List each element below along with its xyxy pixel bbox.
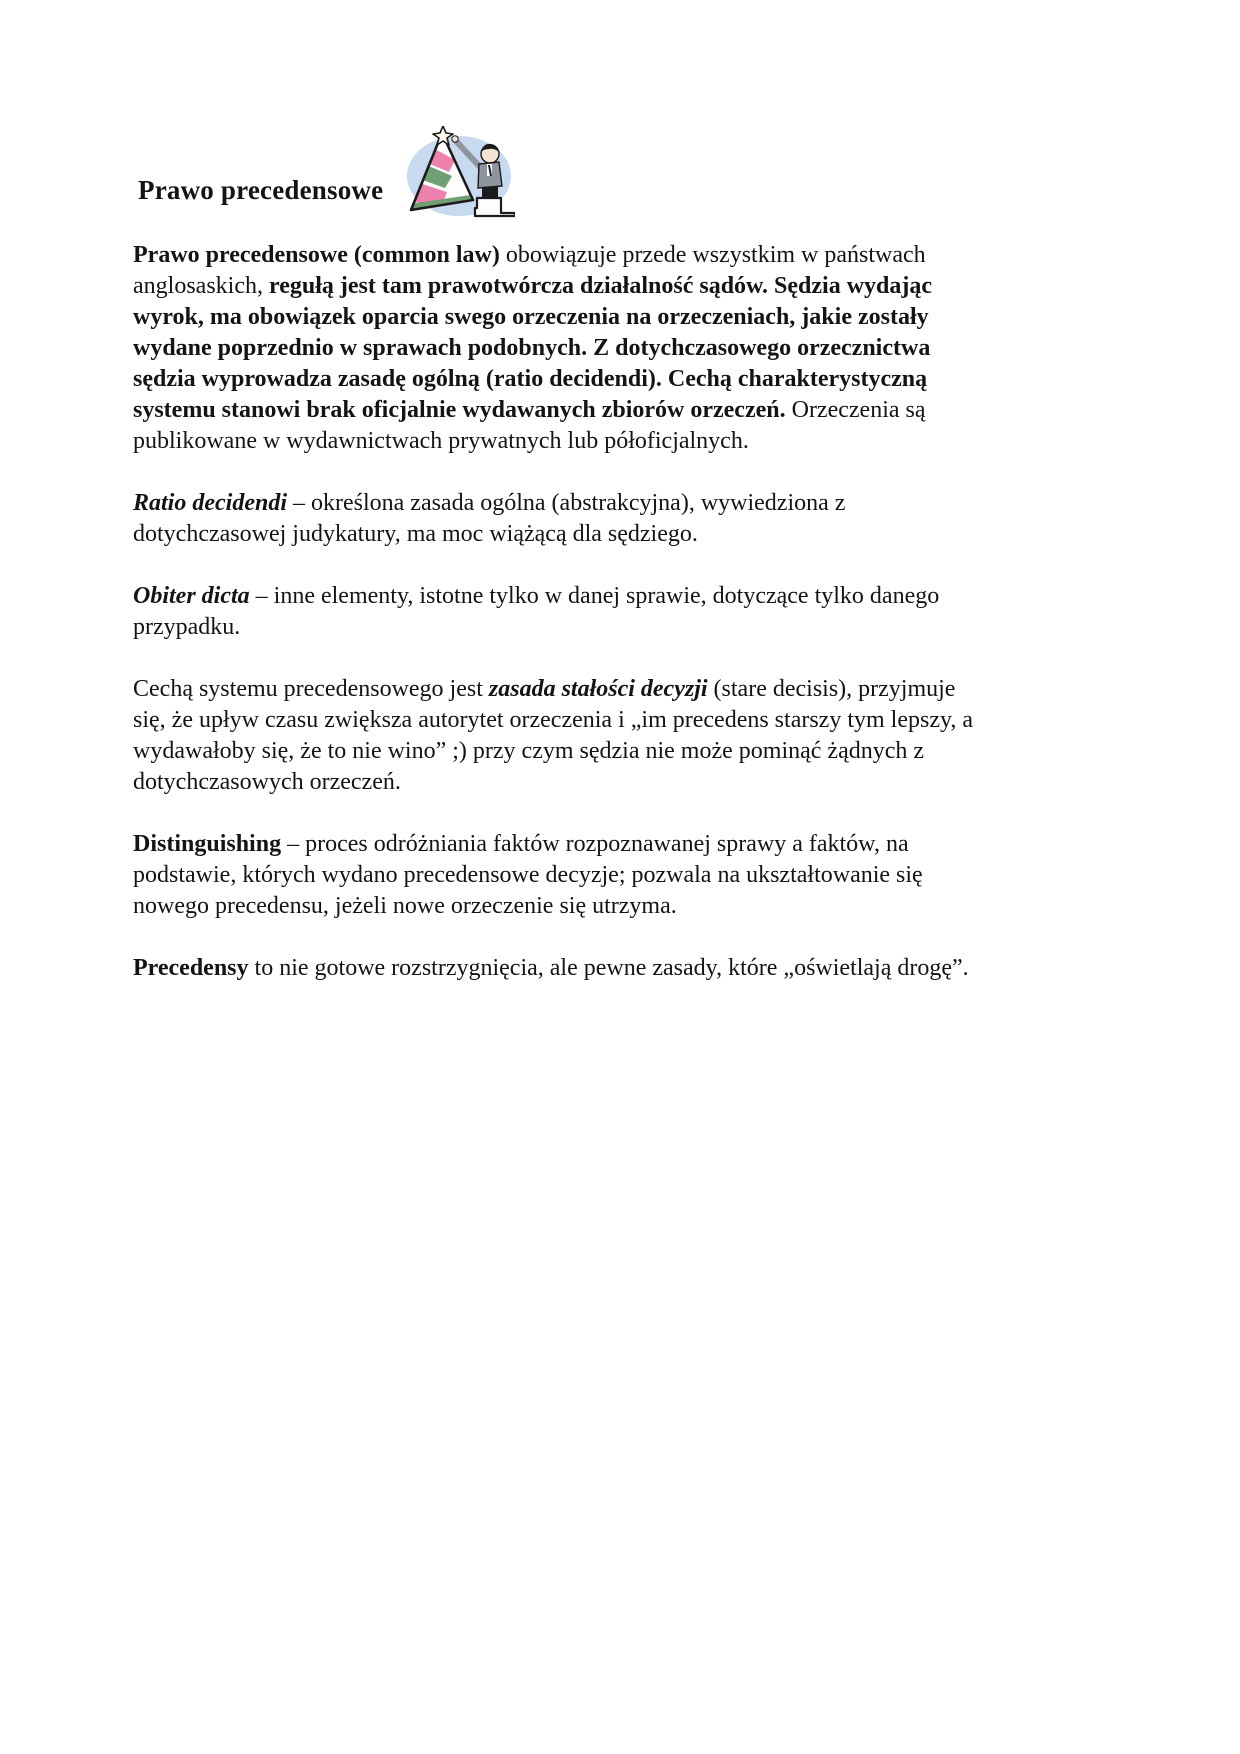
text-segment: regułą jest tam prawotwórcza działalność sądów. Sędzia wydając wyrok, ma obowiązek oparcia swego orzeczenia na orzeczeniach, jakie zostały wydane poprzednio w sprawach podobnych. Z dotychczasowego orzecznictwa sędzia wyprowadza zasadę ogólną (ratio decidendi). Cechą charakterystyczną systemu stanowi brak oficjalnie wydawanych zbiorów orzeczeń. — [133, 273, 933, 423]
text-segment: – określona zasada ogólna (abstrakcyjna), wywiedziona z dotychczasowej judykatury, ma moc wiążącą dla sędziego. — [133, 490, 846, 547]
text-segment: – inne elementy, istotne tylko w danej sprawie, dotyczące tylko danego przypadku. — [133, 583, 940, 640]
text-segment: Ratio decidendi — [133, 490, 287, 516]
text-segment: Precedensy — [133, 955, 249, 981]
document-body — [133, 240, 993, 984]
text-segment: to nie gotowe rozstrzygnięcia, ale pewne zasady, które „oświetlają drogę”. — [248, 955, 969, 981]
paragraph — [133, 953, 993, 984]
title-row — [133, 126, 993, 214]
text-segment: Orzeczenia są publikowane w wydawnictwach prywatnych lub półoficjalnych. — [133, 397, 926, 454]
text-segment: Prawo precedensowe (common law) — [133, 242, 500, 268]
text-segment: Obiter dicta — [133, 583, 250, 609]
paragraph — [133, 829, 993, 922]
text-segment: Cechą systemu precedensowego jest — [133, 676, 489, 702]
paragraph — [133, 674, 993, 798]
text-segment: – proces odróżniania faktów rozpoznawanej sprawy a faktów, na podstawie, których wydano precedensowe decyzje; pozwala na ukształtowanie się nowego precedensu, jeżeli nowe orzeczenie się utrzyma. — [133, 831, 923, 919]
page-title: Prawo precedensowe — [138, 175, 384, 206]
paragraph — [133, 240, 993, 457]
paragraph — [133, 581, 993, 643]
text-segment: zasada stałości decyzji — [488, 676, 708, 702]
text-segment: Distinguishing — [133, 831, 282, 857]
text-segment: (stare decisis), przyjmuje się, że upływ czasu zwiększa autorytet orzeczenia i „im precedens starszy tym lepszy, a wydawałoby się, że to nie wino” ;) przy czym sędzia nie może pominąć żądnych z dotychczasowych orzeczeń. — [133, 676, 974, 795]
celebration-clipart-image — [397, 126, 515, 218]
text-segment: obowiązuje przede wszystkim w państwach anglosaskich, — [133, 242, 926, 299]
paragraph — [133, 488, 993, 550]
